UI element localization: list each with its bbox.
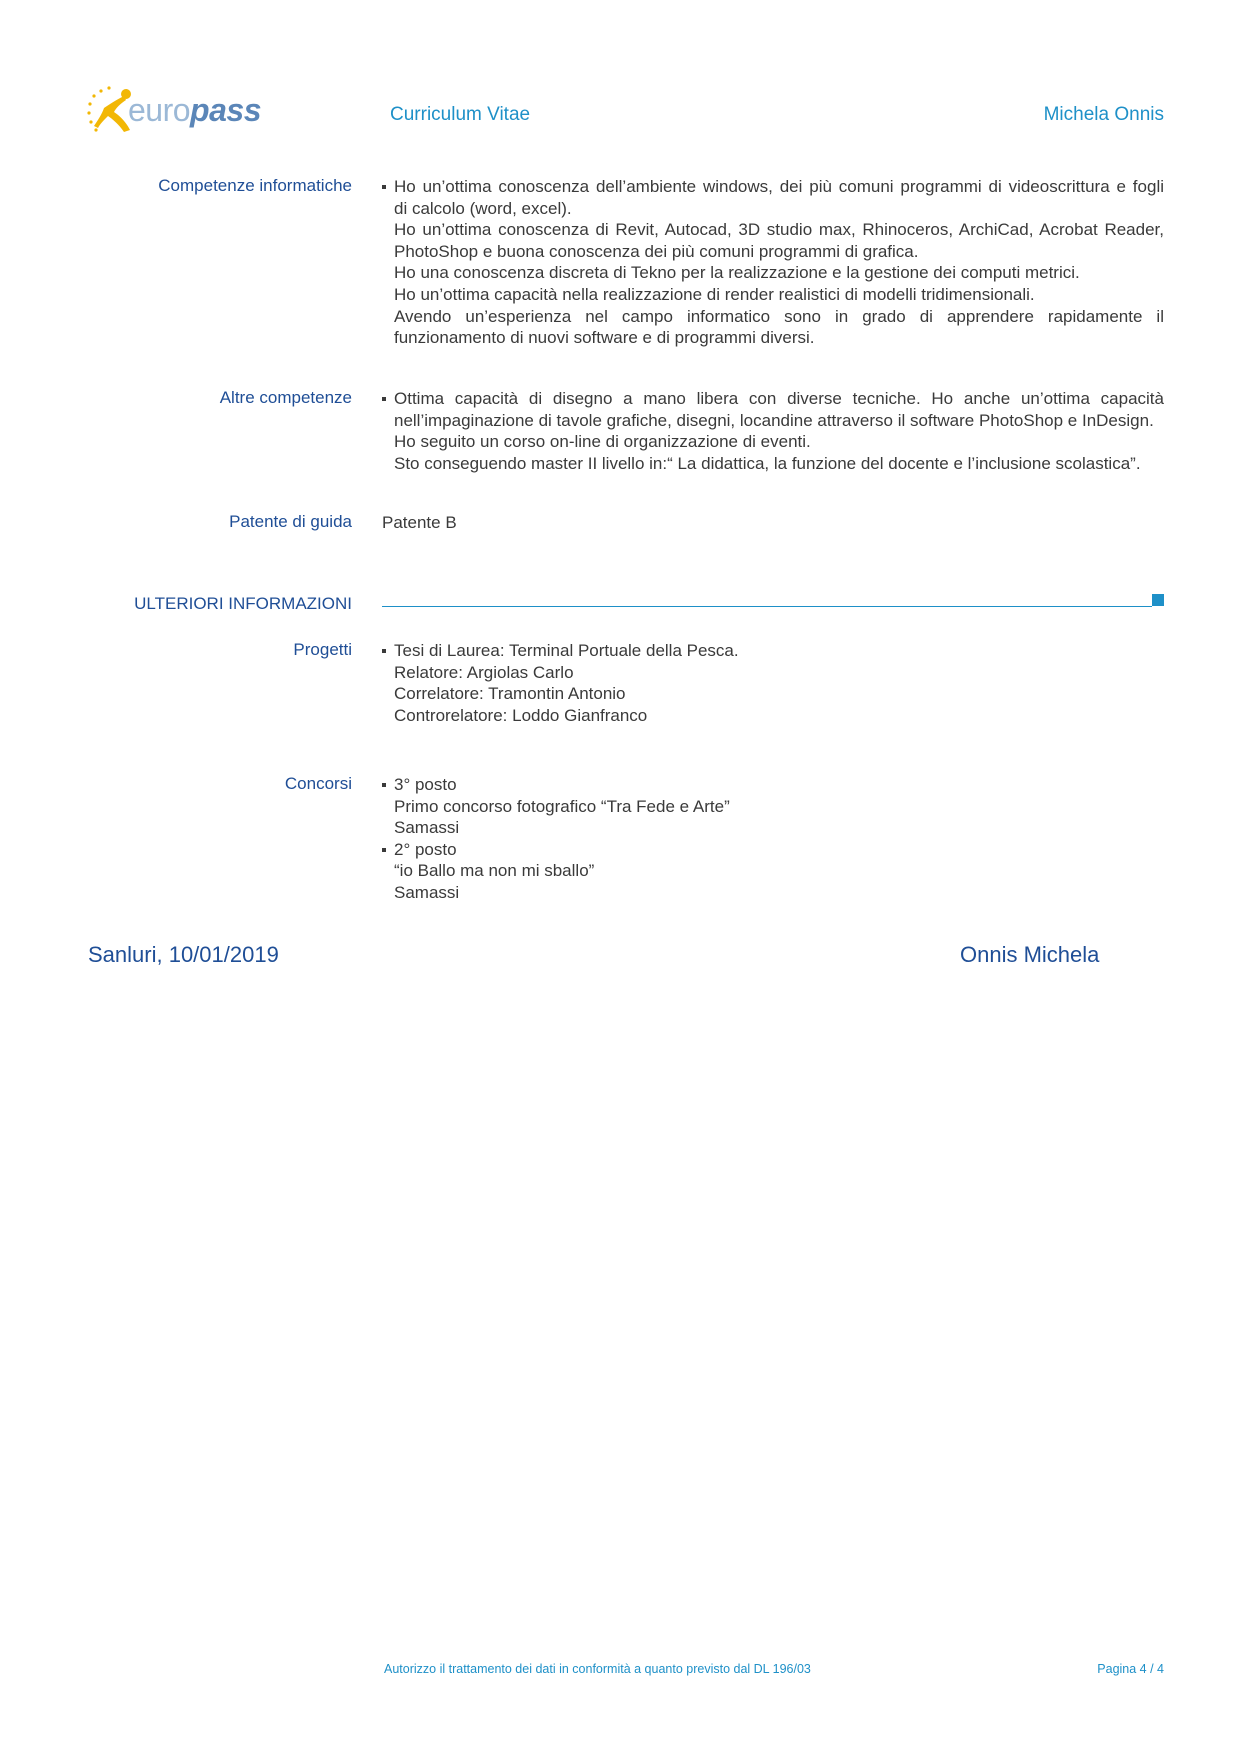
label-competitions: Concorsi [284,774,352,793]
text-line: Controrelatore: Loddo Gianfranco [394,705,648,725]
competition-place: 2° posto [394,839,457,859]
document-title: Curriculum Vitae [390,104,531,125]
text-line: di calcolo (word, excel). [394,198,572,218]
text-line: Ho seguito un corso on-line di organizzazione di eventi. [394,432,811,452]
europass-wordmark: europass [128,92,261,128]
competition-title: Primo concorso fotografico “Tra Fede e Arte” [394,796,730,816]
competitions-content [382,774,1164,904]
section-title-further-info: ULTERIORI INFORMAZIONI [134,594,352,613]
competition-entry [382,774,1164,839]
text-line: funzionamento di nuovi software e di programmi diversi. [394,328,815,348]
text-line: Avendo un’esperienza nel campo informatico sono in grado di apprendere rapidamente il [394,306,1164,326]
text-line: Tesi di Laurea: Terminal Portuale della Pesca. [394,641,739,660]
computer-skills-bullet [382,176,1164,349]
driving-license-value [382,512,1164,534]
competition-title: “io Ballo ma non mi sballo” [394,861,595,881]
europass-logo [86,86,266,138]
section-divider-end-square [1152,594,1164,606]
competition-place: 3° posto [394,775,457,794]
signature-name: Onnis Michela [960,942,1100,967]
competition-location: Samassi [394,882,460,902]
footer-page-number: Pagina 4 / 4 [1097,1662,1164,1676]
text-line: Ho una conoscenza discreta di Tekno per la realizzazione e la gestione dei computi metrici. [394,263,1080,283]
text-line: PhotoShop e buona conoscenza dei più comuni programmi di grafica. [394,241,919,261]
header-person-name: Michela Onnis [1043,104,1164,125]
computer-skills-content [382,176,1164,349]
competition-entry [382,839,1164,904]
label-driving-license: Patente di guida [229,512,352,531]
text-line: Ho un’ottima conoscenza di Revit, Autocad, 3D studio max, Rhinoceros, ArchiCad, Acrobat Reader, [394,220,1164,240]
signature-place-date: Sanluri, 10/01/2019 [88,942,279,967]
projects-content [382,640,1164,726]
projects-bullet [382,640,1164,726]
competition-location: Samassi [394,818,460,838]
text-line: Relatore: Argiolas Carlo [394,662,574,682]
text-line: Correlatore: Tramontin Antonio [394,684,626,704]
text-line: Sto conseguendo master II livello in:“ La didattica, la funzione del docente e l’inclusione scolastica”. [394,453,1141,473]
text-line: nell’impaginazione di tavole grafiche, disegni, locandine attraverso il software PhotoShop e InDesign. [394,410,1154,430]
other-skills-content [382,388,1164,474]
label-computer-skills: Competenze informatiche [158,176,352,195]
label-other-skills: Altre competenze [219,388,352,407]
text-line: Patente B [382,513,457,532]
section-divider [382,606,1152,607]
text-line: Ho un’ottima conoscenza dell’ambiente windows, dei più comuni programmi di videoscrittura e fogli [394,177,1164,196]
label-projects: Progetti [293,640,352,659]
other-skills-bullet [382,388,1164,474]
text-line: Ottima capacità di disegno a mano libera con diverse tecniche. Ho anche un’ottima capacità [394,389,1164,408]
footer-privacy-note: Autorizzo il trattamento dei dati in conformità a quanto previsto dal DL 196/03 [384,1662,811,1676]
text-line: Ho un’ottima capacità nella realizzazione di render realistici di modelli tridimensionali. [394,284,1035,304]
